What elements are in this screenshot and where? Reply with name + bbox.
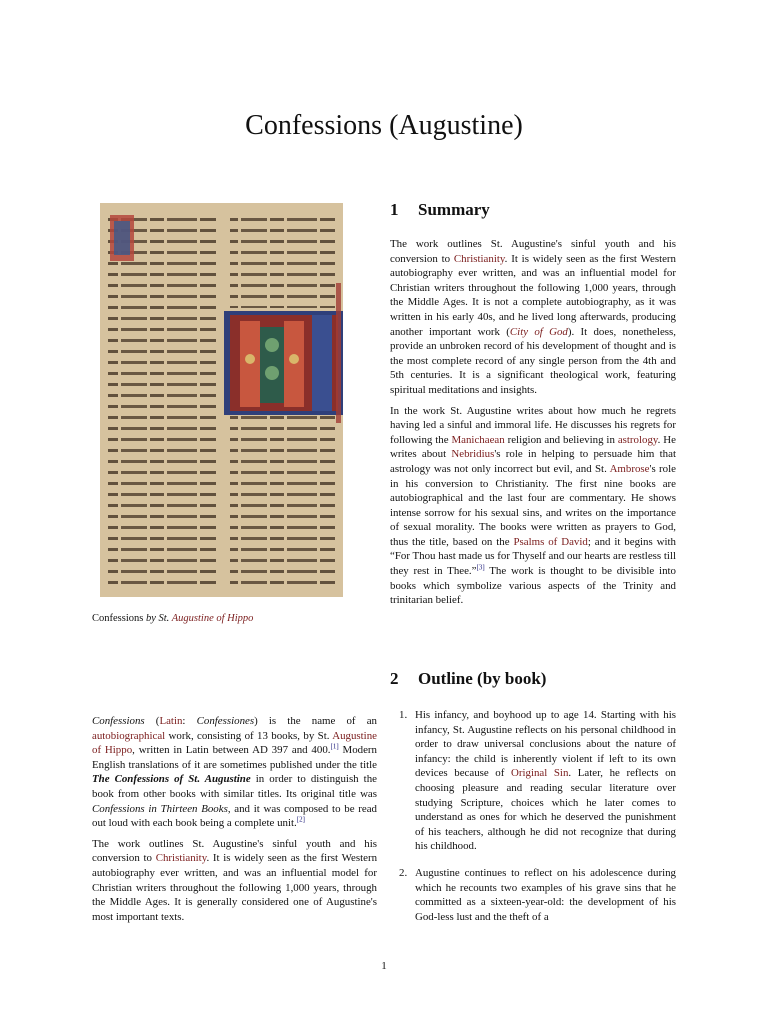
manuscript-illustration-icon xyxy=(100,203,343,597)
list-item: 1. His infancy, and boyhood up to age 14. Starting with his infancy, St. Augustine reflects on his personal childhood in order to draw universal conclusions about the nature of infancy: the child is inherently violent if left to its own devices because of Original Sin. Later, he reflects on choosing pleasure and reading secular literature over studying Scripture, choices which he later comes to understand as ones for which he deserved the punishment of his teachers, although he did not recognize that during his childhood. xyxy=(399,709,676,853)
page-number: 1 xyxy=(381,960,387,972)
ref-1-link[interactable]: [1] xyxy=(330,742,339,751)
astrology-link[interactable]: astrology xyxy=(617,433,658,446)
intro-paragraph: Confessions (Latin: Confessiones) is the name of an autobiographical work, consisting of 13 books, by St. Augustine of Hippo, written in Latin between AD 397 and 400.[1] Modern English translations of it are sometimes published under the title The Confessions of St. Augustine in order to distinguish the book from other books with similar titles. Its original title was Confessions in Thirteen Books, and it was composed to be read out loud with each book being a complete unit.[2] xyxy=(92,715,377,830)
confessions-italic: Confessions xyxy=(92,715,145,727)
ref-2-link[interactable]: [2] xyxy=(296,815,305,824)
caption-augustine-link[interactable]: Augustine of Hippo xyxy=(171,613,254,624)
intro-paragraph-2: The work outlines St. Augustine's sinful youth and his conversion to Christianity. It is widely seen as the first Western autobiography ever written, and was an influential model for Christian writers throughout the following 1,000 years, through the Middle Ages. It is generally considered one of Augustine's most important texts. xyxy=(92,837,378,923)
psalms-of-david-link[interactable]: Psalms of David xyxy=(513,535,588,548)
summary-paragraph-1: The work outlines St. Augustine's sinful youth and his conversion to Christianity. It is widely seen as the first Western autobiography ever written, and was an influential model for Christian writers throughout the following 1,000 years, through the Middle Ages. It is not a complete autobiography, as it was written in his early 40s, and he lived long afterwards, producing another important work (City of God). It does, nonetheless, provide an unbroken record of his development of thought and is the most complete record of any single person from the 4th and 5th centuries. It is a significant theological work, featuring spiritual meditations and insights. xyxy=(390,238,677,396)
original-sin-link[interactable]: Original Sin xyxy=(510,767,569,780)
outline-list xyxy=(390,708,676,924)
caption-by: by St. xyxy=(145,613,172,624)
summary-paragraph-2: In the work St. Augustine writes about how much he regrets having led a sinful and immoral life. He discusses his regrets for following the Manichaean religion and believing in astrology. He writes about Nebridius's role in helping to persuade him that astrology was not only incorrect but evil, and St. Ambrose's role in his conversion to Christianity. The first nine books are autobiographical and the last four are commentary. He shows intense sorrow for his sexual sins, and writes on the importance of sexual morality. The books were written as prayers to God, thus the title, based on the Psalms of David; and it begins with “For Thou hast made us for Thyself and our hearts are restless till they rest in Thee.”[3] The work is thought to be divisible into books which symbolize various aspects of the Trinity and trinitarian belief. xyxy=(390,404,676,607)
latin-link[interactable]: Latin xyxy=(159,715,183,727)
summary-heading: 1 Summary xyxy=(390,200,490,219)
caption-title: Confessions xyxy=(92,613,146,624)
outline-heading: 2 Outline (by book) xyxy=(390,669,547,688)
christianity-link[interactable]: Christianity xyxy=(155,852,207,865)
page-title: Confessions (Augustine) xyxy=(245,110,523,141)
ambrose-link[interactable]: Ambrose xyxy=(609,462,650,475)
christianity-link[interactable]: Christianity xyxy=(453,252,505,265)
city-of-god-link[interactable]: City of God xyxy=(509,325,568,338)
intro-column xyxy=(92,714,377,930)
manichaean-link[interactable]: Manichaean xyxy=(451,433,505,446)
figure-caption xyxy=(92,612,253,626)
manuscript-image xyxy=(100,203,343,597)
augustine-link[interactable]: Augustine of Hippo xyxy=(92,729,377,757)
outline-section xyxy=(390,708,676,936)
nebridius-link[interactable]: Nebridius xyxy=(451,448,495,461)
list-item: 2. Augustine continues to reflect on his adolescence during which he recounts two examples of his grave sins that he committed as a sixteen-year-old: the development of his God-less lust and the theft of a xyxy=(399,866,676,923)
ref-3-link[interactable]: [3] xyxy=(476,563,485,572)
summary-section xyxy=(390,237,676,614)
autobiographical-link[interactable]: autobiographical xyxy=(92,729,166,742)
